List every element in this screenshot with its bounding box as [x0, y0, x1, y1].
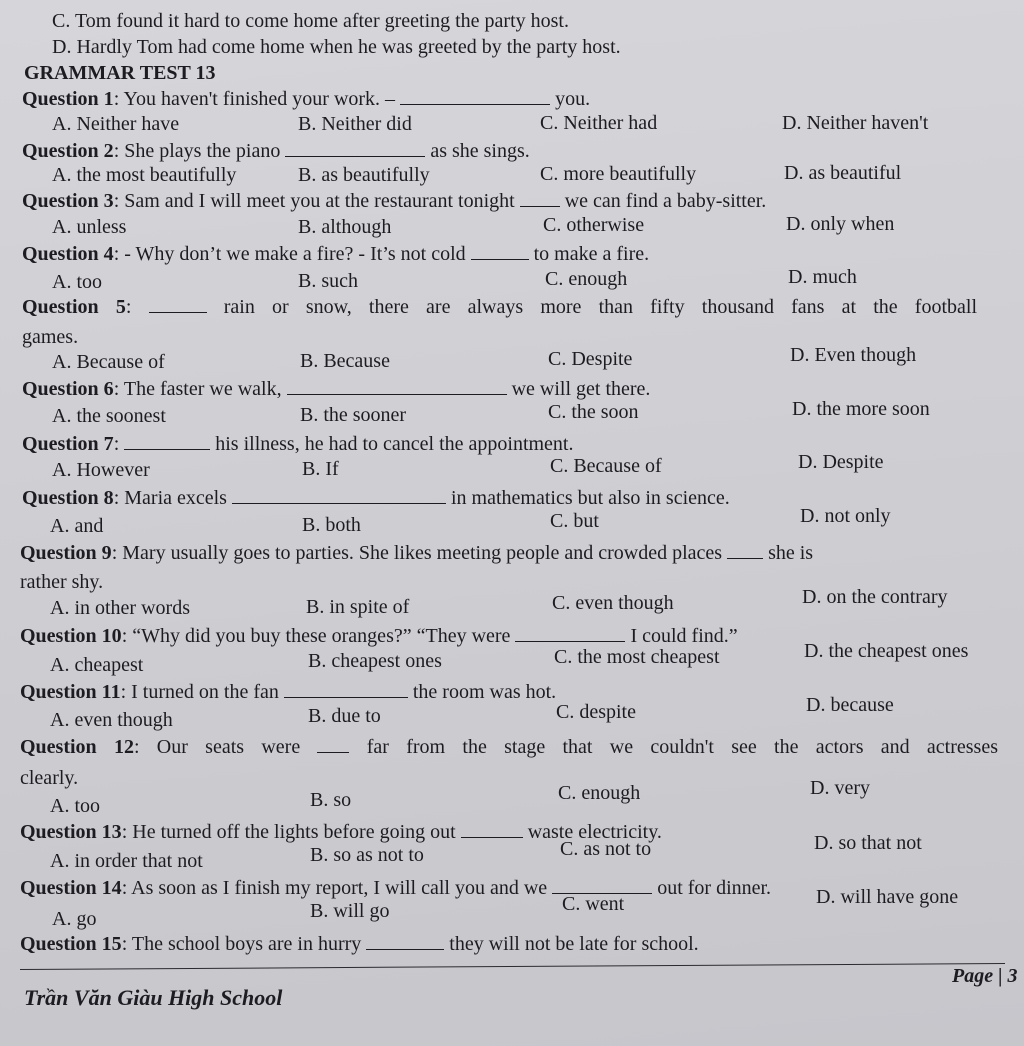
prev-option-d: D. Hardly Tom had come home when he was greeted by the party host. [52, 36, 621, 58]
answer-blank[interactable] [461, 821, 523, 838]
option-b: B. so [310, 789, 352, 811]
option-c: C. Neither had [540, 112, 658, 134]
answer-blank[interactable] [400, 88, 550, 105]
option-b: B. cheapest ones [308, 650, 442, 672]
school-name: Trần Văn Giàu High School [24, 985, 283, 1010]
question-label: Question 8 [22, 487, 114, 509]
option-d: D. the cheapest ones [804, 640, 969, 662]
question-stem: : As soon as I finish my report, I will call you and we [121, 877, 548, 899]
question-stem-end: I could find.” [630, 625, 738, 647]
footer-rule [20, 963, 1005, 970]
question-label: Question 15 [20, 933, 122, 955]
question-stem-end: as she sings. [430, 140, 530, 162]
prev-option-c: C. Tom found it hard to come home after greeting the party host. [52, 10, 569, 32]
option-b: B. as beautifully [298, 164, 430, 186]
option-b: B. in spite of [306, 596, 410, 618]
question-stem: : [113, 433, 120, 455]
question-stem: : Mary usually goes to parties. She likes meeting people and crowded places [111, 542, 723, 564]
option-a: A. cheapest [50, 654, 144, 676]
question-stem-end: we will get there. [511, 378, 651, 400]
answer-blank[interactable] [317, 736, 349, 753]
question-7 [22, 432, 574, 456]
question-stem: : She plays the piano [113, 140, 281, 162]
option-d: D. Even though [790, 344, 917, 366]
answer-blank[interactable] [232, 487, 446, 504]
option-c: C. Because of [550, 455, 662, 477]
option-a: A. in other words [50, 597, 190, 619]
option-c: C. went [562, 893, 625, 915]
option-d: D. not only [800, 505, 891, 527]
question-stem: : Our seats were [133, 736, 301, 758]
option-b: B. Because [300, 350, 390, 372]
option-b: B. Neither did [298, 113, 412, 135]
option-d: D. as beautiful [784, 162, 902, 184]
question-2 [22, 139, 530, 163]
question-label: Question 9 [20, 542, 112, 564]
question-5 [22, 295, 977, 319]
question-stem-end: rain or snow, there are always more than fifty thousand fans at the football [223, 296, 978, 318]
option-d: D. on the contrary [802, 586, 948, 608]
option-c: C. more beautifully [540, 163, 697, 185]
option-b: B. so as not to [310, 844, 424, 866]
option-b: B. although [298, 216, 392, 238]
option-c: C. but [550, 510, 599, 532]
option-d: D. very [810, 777, 870, 799]
option-a: A. Because of [52, 351, 165, 373]
question-label: Question 10 [20, 625, 122, 647]
question-stem-end: to make a fire. [533, 243, 650, 265]
answer-blank[interactable] [471, 243, 529, 260]
question-label: Question 1 [22, 88, 114, 110]
question-stem-end: we can find a baby-sitter. [564, 190, 767, 212]
question-stem: : Maria excels [113, 487, 227, 509]
answer-blank[interactable] [515, 625, 625, 642]
option-d: D. will have gone [816, 886, 959, 908]
question-8 [22, 486, 730, 510]
question-stem-end: they will not be late for school. [449, 933, 699, 955]
option-a: A. However [52, 459, 150, 481]
answer-blank[interactable] [149, 296, 207, 313]
option-a: A. too [50, 795, 100, 817]
question-stem: : The faster we walk, [113, 378, 282, 400]
option-c: C. the soon [548, 401, 639, 423]
question-label: Question 11 [20, 681, 121, 703]
question-stem-end: out for dinner. [657, 877, 772, 899]
question-stem: : You haven't finished your work. – [113, 88, 396, 110]
option-a: A. unless [52, 216, 127, 238]
question-4 [22, 242, 649, 266]
question-label: Question 13 [20, 821, 122, 843]
option-d: D. only when [786, 213, 895, 235]
question-stem-end: far from the stage that we couldn't see the actors and actresses [366, 736, 999, 758]
option-c: C. as not to [560, 838, 652, 860]
question-label: Question 6 [22, 378, 114, 400]
option-c: C. enough [558, 782, 641, 804]
question-stem: : The school boys are in hurry [121, 933, 362, 955]
question-3 [22, 189, 766, 213]
question-11 [20, 680, 556, 704]
answer-blank[interactable] [285, 140, 425, 157]
question-stem: : He turned off the lights before going out [121, 821, 456, 843]
option-b: B. the sooner [300, 404, 407, 426]
option-c: C. the most cheapest [554, 646, 720, 668]
question-6 [22, 377, 650, 401]
option-b: B. due to [308, 705, 381, 727]
option-a: A. the soonest [52, 405, 166, 427]
question-stem: : “Why did you buy these oranges?” “They were [121, 625, 511, 647]
option-c: C. otherwise [543, 214, 645, 236]
question-stem-end: she is [768, 542, 814, 564]
question-stem: : [125, 296, 132, 318]
answer-blank[interactable] [520, 190, 560, 207]
option-a: A. the most beautifully [52, 164, 237, 186]
option-b: B. both [302, 514, 361, 536]
page-number: Page | 3 [952, 965, 1018, 987]
question-label: Question 5 [22, 296, 126, 318]
option-a: A. even though [50, 709, 173, 731]
question-9 [20, 541, 813, 565]
question-stem-end: you. [555, 88, 591, 110]
answer-blank[interactable] [284, 681, 408, 698]
question-1 [22, 87, 590, 111]
question-label: Question 14 [20, 877, 122, 899]
option-d: D. because [806, 694, 894, 716]
option-a: A. go [52, 908, 97, 930]
answer-blank[interactable] [727, 542, 763, 559]
question-label: Question 12 [20, 736, 134, 758]
test-title: GRAMMAR TEST 13 [24, 62, 216, 84]
question-stem-end: the room was hot. [412, 681, 557, 703]
question-stem: : I turned on the fan [120, 681, 279, 703]
question-stem-end: his illness, he had to cancel the appointment. [215, 433, 574, 455]
option-a: A. and [50, 515, 104, 537]
question-stem: : - Why don’t we make a fire? - It’s not cold [113, 243, 466, 265]
question-stem-end: waste electricity. [527, 821, 662, 843]
option-d: D. so that not [814, 832, 922, 854]
question-label: Question 2 [22, 140, 114, 162]
option-b: B. such [298, 270, 358, 292]
question-stem: : Sam and I will meet you at the restaurant tonight [113, 190, 515, 212]
option-d: D. the more soon [792, 398, 930, 420]
option-a: A. too [52, 271, 102, 293]
question-continuation: clearly. [20, 767, 79, 789]
question-continuation: games. [22, 326, 79, 348]
answer-blank[interactable] [287, 378, 507, 395]
question-label: Question 4 [22, 243, 114, 265]
question-stem-end: in mathematics but also in science. [450, 487, 730, 509]
option-a: A. in order that not [50, 850, 203, 872]
question-continuation: rather shy. [20, 571, 104, 593]
question-12 [20, 735, 998, 759]
option-c: C. even though [552, 592, 674, 614]
option-c: C. despite [556, 701, 636, 723]
question-15 [20, 932, 699, 956]
question-label: Question 3 [22, 190, 114, 212]
question-label: Question 7 [22, 433, 114, 455]
option-d: D. Neither haven't [782, 112, 929, 134]
option-b: B. If [302, 458, 339, 480]
option-b: B. will go [310, 900, 390, 922]
option-d: D. Despite [798, 451, 884, 473]
question-14 [20, 876, 771, 900]
option-c: C. enough [545, 268, 628, 290]
answer-blank[interactable] [366, 933, 444, 950]
option-c: C. Despite [548, 348, 633, 370]
option-a: A. Neither have [52, 113, 180, 135]
option-d: D. much [788, 266, 857, 288]
answer-blank[interactable] [124, 433, 210, 450]
